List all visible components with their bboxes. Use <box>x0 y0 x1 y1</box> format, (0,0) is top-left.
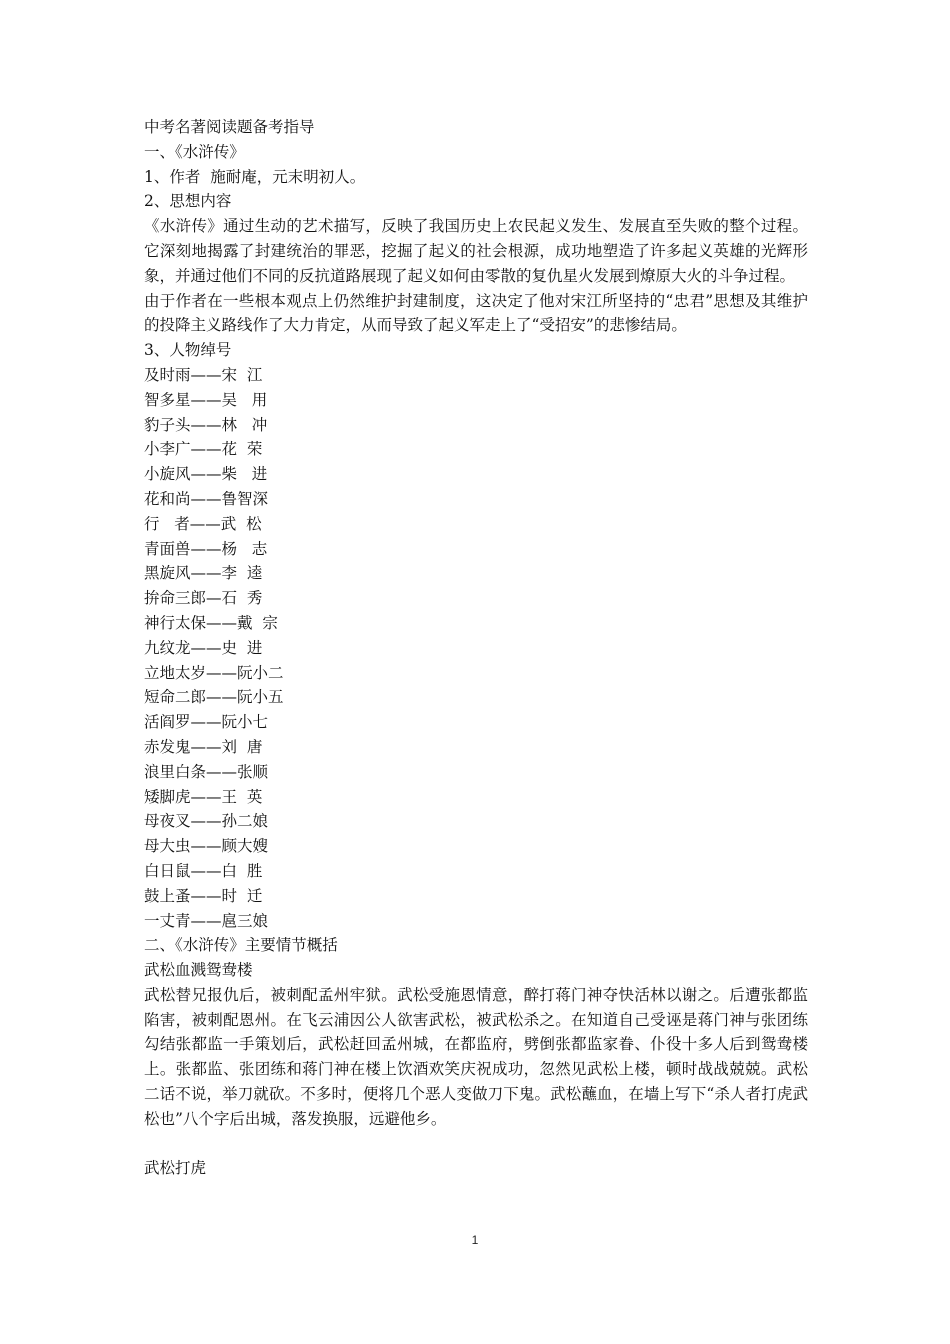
blank-line <box>144 1132 808 1157</box>
nickname-item: 九纹龙——史 进 <box>144 638 263 657</box>
document-title: 中考名著阅读题备考指导 <box>144 118 315 136</box>
thought-paragraph-2: 由于作者在一些根本观点上仍然维护封建制度，这决定了他对宋江所坚持的“忠君”思想及其维护的投降主义路线作了大力肯定，从而导致了起义军走上了“受招安”的悲惨结局。 <box>144 291 808 335</box>
author-line: 1、作者 施耐庵，元末明初人。 <box>144 167 366 186</box>
nickname-item: 青面兽——杨 志 <box>144 539 268 558</box>
thought-heading: 2、思想内容 <box>144 192 232 211</box>
nickname-item: 母夜叉——孙二娘 <box>144 812 269 831</box>
nickname-item: 及时雨——宋 江 <box>144 365 263 384</box>
nickname-item: 母大虫——顾大嫂 <box>144 837 269 856</box>
nickname-item: 小旋风——柴 进 <box>144 465 268 484</box>
document-body <box>144 115 808 1181</box>
nickname-item: 花和尚——鲁智深 <box>144 489 269 508</box>
nickname-item: 赤发鬼——刘 唐 <box>144 737 263 756</box>
nickname-item: 短命二郎——阮小五 <box>144 688 284 707</box>
nickname-item: 豹子头——林 冲 <box>144 415 268 434</box>
nickname-list <box>144 363 808 933</box>
section-heading-water-margin: 一、《水浒传》 <box>144 142 245 161</box>
nickname-item: 智多星——吴 用 <box>144 390 268 409</box>
nickname-item: 黑旋风——李 逵 <box>144 564 263 583</box>
nickname-item: 小李广——花 荣 <box>144 440 263 459</box>
nickname-heading: 3、人物绰号 <box>144 341 232 360</box>
nickname-item: 神行太保——戴 宗 <box>144 613 278 632</box>
nickname-item: 浪里白条——张顺 <box>144 762 269 781</box>
nickname-item: 拚命三郎—石 秀 <box>144 589 263 608</box>
nickname-item: 立地太岁——阮小二 <box>144 663 284 682</box>
section-heading-plot-summary: 二、《水浒传》主要情节概括 <box>144 936 338 955</box>
nickname-item: 行 者——武 松 <box>144 514 262 533</box>
nickname-item: 矮脚虎——王 英 <box>144 787 263 806</box>
nickname-item: 活阎罗——阮小七 <box>144 713 269 732</box>
episode-paragraph: 武松替兄报仇后，被刺配孟州牢狱。武松受施恩情意，醉打蒋门神夺快活林以谢之。后遭张都监陷害，被刺配恩州。在飞云浦因公人欲害武松，被武松杀之。在知道自己受诬是蒋门神与张团练勾结张都监一手策划后，武松赶回孟州城，在都监府，劈倒张都监家眷、仆役十多人后到鸳鸯楼上。张都监、张团练和蒋门神在楼上饮酒欢笑庆祝成功，忽然见武松上楼，顿时战战兢兢。武松二话不说，举刀就砍。不多时，便将几个恶人变做刀下鬼。武松蘸血，在墙上写下“杀人者打虎武松也”八个字后出城，落发换服，远避他乡。 <box>144 985 808 1128</box>
episode-title: 武松打虎 <box>144 1159 207 1178</box>
nickname-item: 鼓上蚤——时 迁 <box>144 886 263 905</box>
page-number: 1 <box>471 1233 479 1247</box>
episode-title: 武松血溅鸳鸯楼 <box>144 961 253 980</box>
nickname-item: 一丈青——扈三娘 <box>144 911 269 930</box>
thought-paragraph-1: 《水浒传》通过生动的艺术描写，反映了我国历史上农民起义发生、发展直至失败的整个过程。它深刻地揭露了封建统治的罪恶，挖掘了起义的社会根源，成功地塑造了许多起义英雄的光辉形象，并通过他们不同的反抗道路展现了起义如何由零散的复仇星火发展到燎原大火的斗争过程。 <box>144 217 808 285</box>
nickname-item: 白日鼠——白 胜 <box>144 861 263 880</box>
